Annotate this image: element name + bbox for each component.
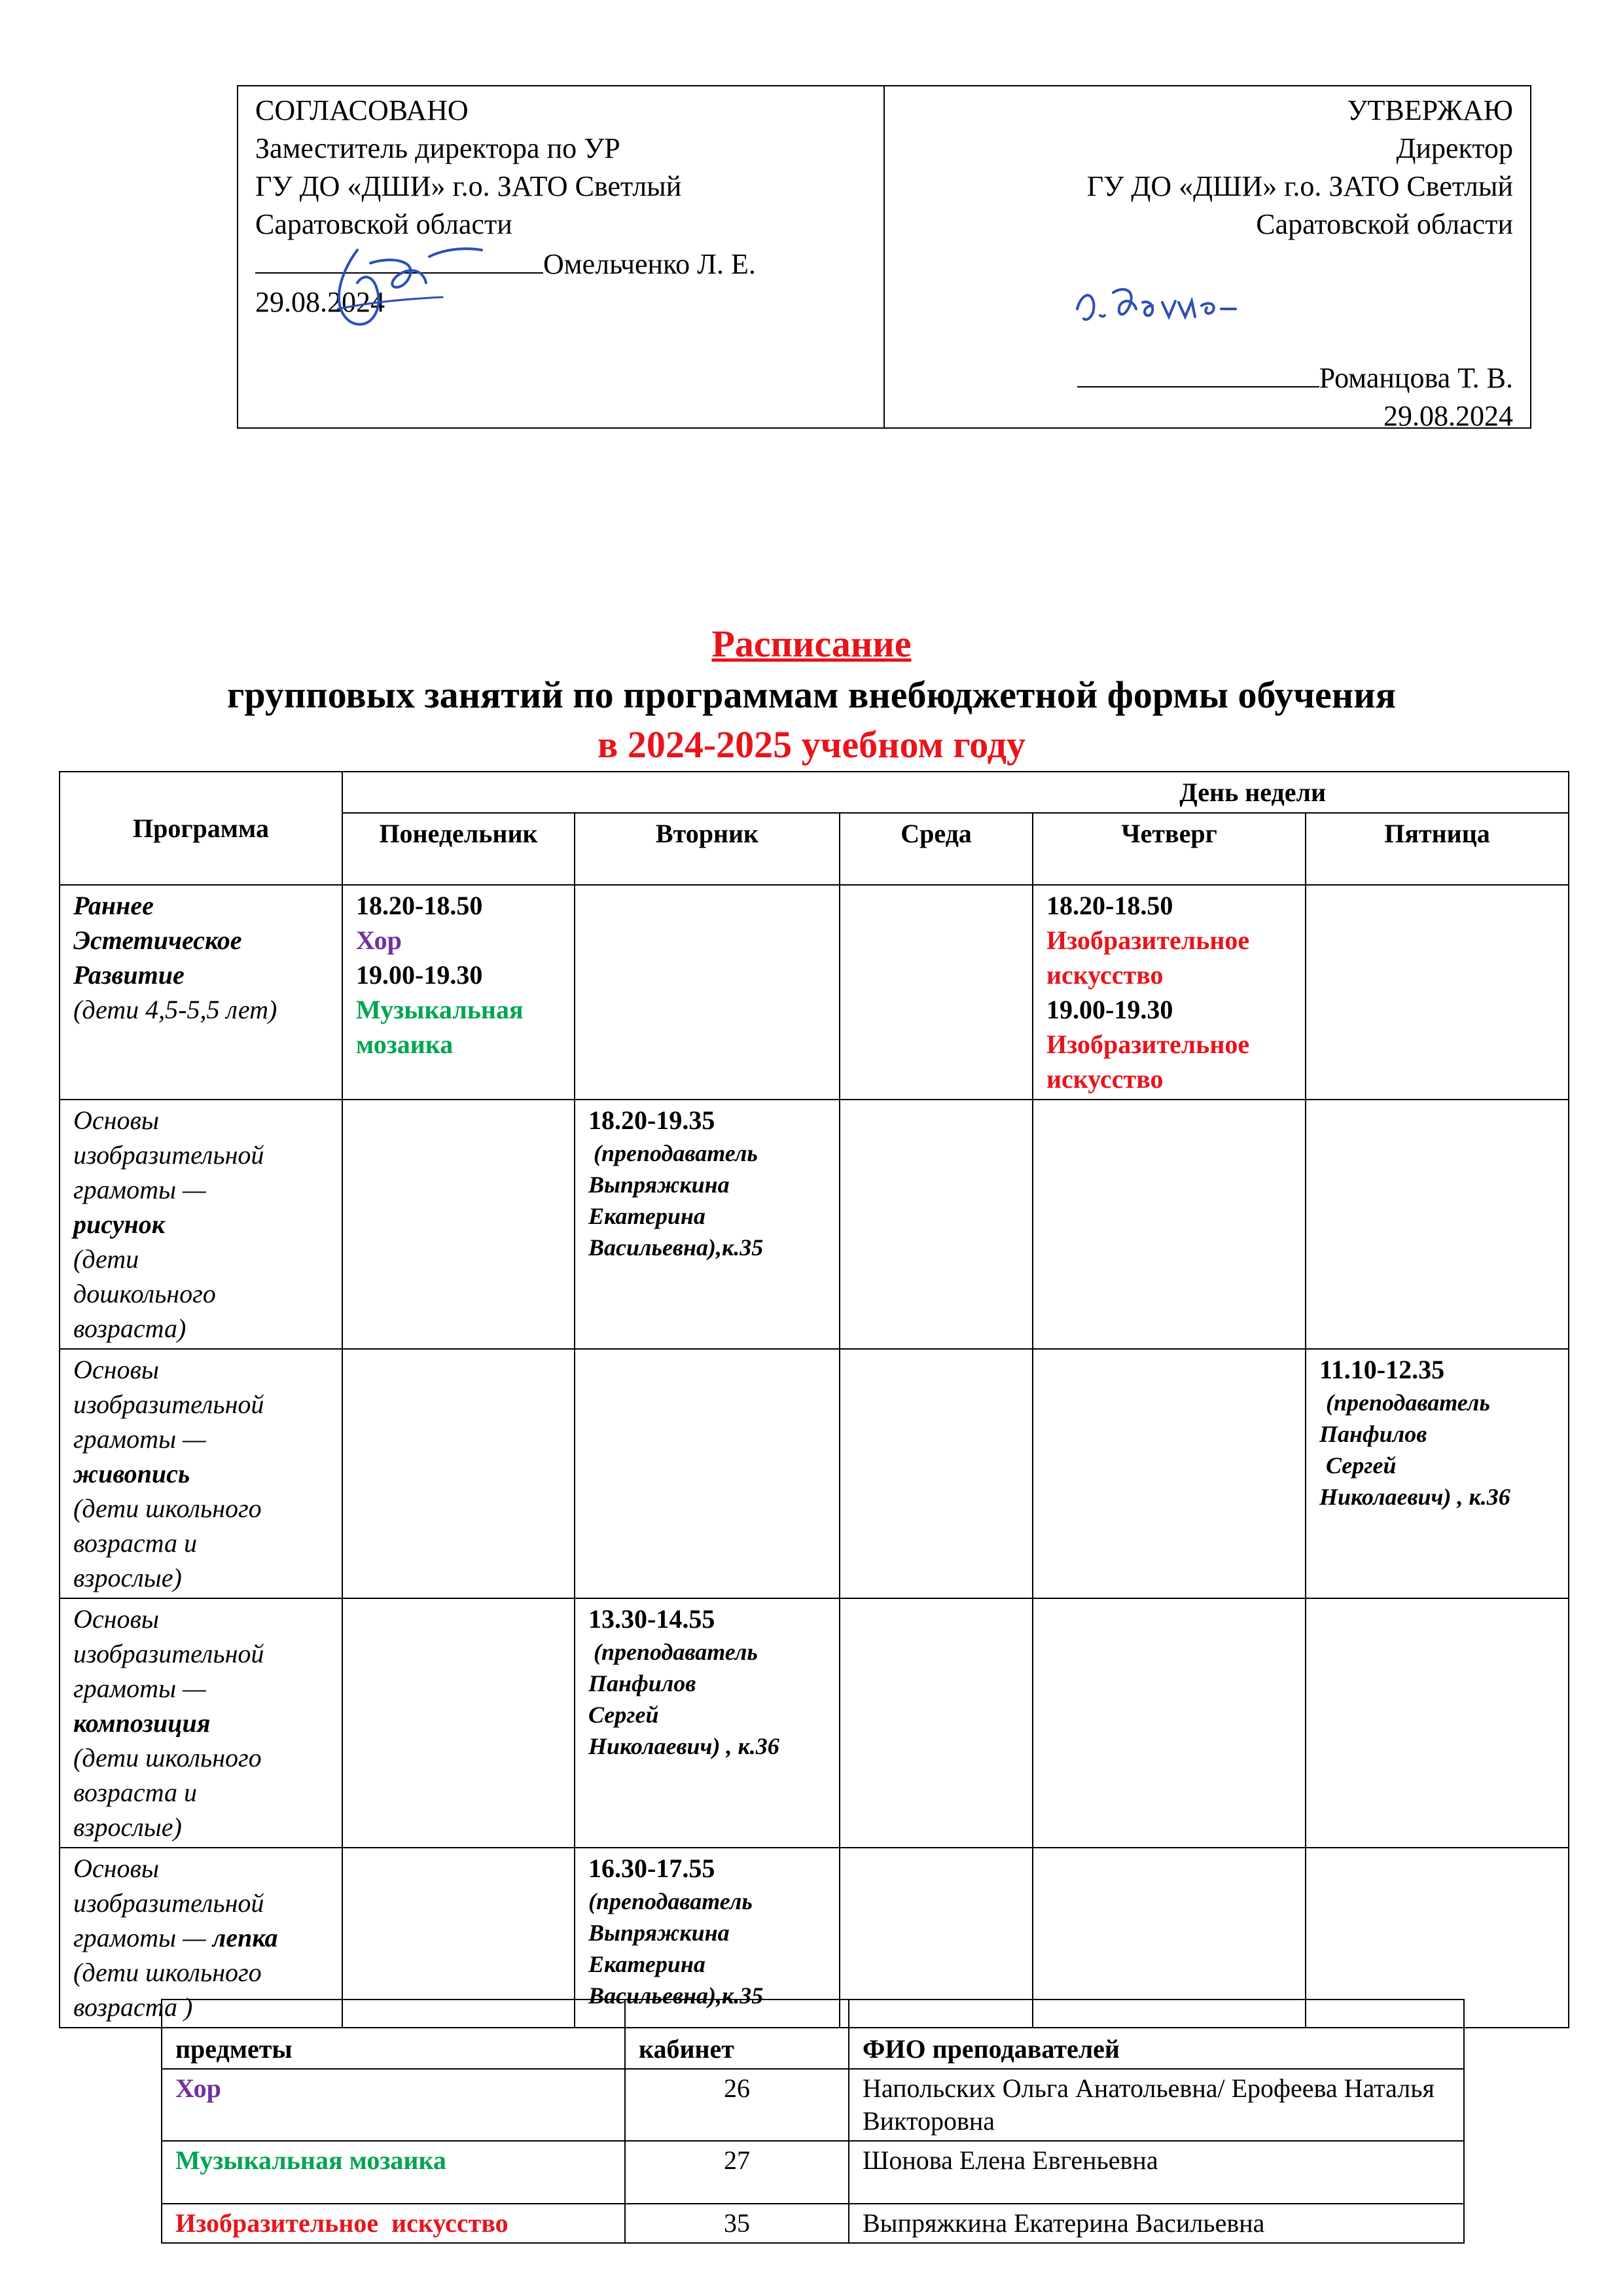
- friday-cell: 11.10-12.35 (преподаватель Панфилов Сергей Николаевич) , к.36: [1306, 1349, 1569, 1598]
- approved-org-line1: ГУ ДО «ДШИ» г.о. ЗАТО Светлый: [1086, 170, 1513, 202]
- legend-table: [161, 1999, 1465, 2244]
- thursday-cell: [1033, 1349, 1306, 1598]
- legend-header-room: кабинет: [625, 2000, 849, 2069]
- approved-org-line2: Саратовской области: [1256, 208, 1513, 240]
- schedule-table: [59, 771, 1569, 2028]
- program-cell: Основы изобразительной грамоты — рисунок (дети дошкольного возраста): [60, 1100, 342, 1349]
- agreed-org-line2: Саратовской области: [255, 208, 512, 240]
- thursday-cell: [1033, 1598, 1306, 1848]
- header-monday: Понедельник: [342, 813, 575, 885]
- approval-block: [237, 85, 1531, 432]
- table-row: [60, 1100, 1569, 1349]
- legend-subject: Музыкальная мозаика: [162, 2141, 625, 2204]
- approved-signature: [1064, 270, 1274, 342]
- header-friday: Пятница: [1306, 813, 1569, 885]
- legend-subject: Хор: [162, 2069, 625, 2141]
- header-program: Программа: [60, 772, 342, 885]
- legend-header-row: [162, 2000, 1464, 2069]
- tuesday-cell: 16.30-17.55 (преподаватель Выпряжкина Екатерина Васильевна),к.35: [575, 1848, 840, 2028]
- document-subtitle: групповых занятий по программам внебюджетной формы обучения: [226, 673, 1397, 716]
- agreed-org-line1: ГУ ДО «ДШИ» г.о. ЗАТО Светлый: [255, 170, 682, 202]
- approved-name: Романцова Т. В.: [1319, 362, 1513, 394]
- agreed-heading: СОГЛАСОВАНО: [255, 94, 469, 126]
- tuesday-cell: 18.20-19.35 (преподаватель Выпряжкина Екатерина Васильевна),к.35: [575, 1100, 840, 1349]
- approved-heading: УТВЕРЖАЮ: [1347, 94, 1513, 126]
- friday-cell: [1306, 1100, 1569, 1349]
- wednesday-cell: [840, 1349, 1033, 1598]
- friday-cell: [1306, 885, 1569, 1100]
- header-weekday: День недели: [342, 772, 1569, 813]
- table-row: [60, 1349, 1569, 1598]
- tuesday-cell: [575, 885, 840, 1100]
- monday-cell: [342, 1100, 575, 1349]
- document-year: в 2024-2025 учебном году: [597, 723, 1026, 766]
- legend-row: [162, 2069, 1464, 2141]
- monday-cell: 18.20-18.50 Хор 19.00-19.30 Музыкальная мозаика: [342, 885, 575, 1100]
- friday-cell: [1306, 1598, 1569, 1848]
- monday-cell: [342, 1349, 575, 1598]
- approved-date: 29.08.2024: [1383, 400, 1513, 432]
- header-tuesday: Вторник: [575, 813, 840, 885]
- program-cell: Основы изобразительной грамоты — лепка (дети школьного возраста ): [60, 1848, 342, 2028]
- table-row: [60, 1598, 1569, 1848]
- header-thursday: Четверг: [1033, 813, 1306, 885]
- wednesday-cell: [840, 1100, 1033, 1349]
- legend-teacher: Шонова Елена Евгеньевна: [849, 2141, 1464, 2204]
- thursday-cell: 18.20-18.50 Изобразительное искусство 19.00-19.30 Изобразительное искусство: [1033, 885, 1306, 1100]
- approval-divider: [883, 86, 885, 427]
- program-cell: Основы изобразительной грамоты — живопись (дети школьного возраста и взрослые): [60, 1349, 342, 1598]
- legend-subject: Изобразительное искусство: [162, 2204, 625, 2243]
- program-cell: Основы изобразительной грамоты — композиция (дети школьного возраста и взрослые): [60, 1598, 342, 1848]
- legend-room: 35: [625, 2204, 849, 2243]
- tuesday-cell: [575, 1349, 840, 1598]
- legend-row: [162, 2204, 1464, 2243]
- thursday-cell: [1033, 1100, 1306, 1349]
- legend-row: [162, 2141, 1464, 2204]
- subject-izo: Изобразительное: [1046, 925, 1250, 955]
- agreed-name: Омельченко Л. Е.: [543, 248, 756, 280]
- subject-khor: Хор: [356, 925, 402, 955]
- approval-approved: [1077, 92, 1513, 435]
- agreed-signature: [312, 237, 508, 342]
- subject-muzykalnaya-mozaika: Музыкальная: [356, 995, 524, 1024]
- monday-cell: [342, 1598, 575, 1848]
- agreed-date: 29.08.2024: [255, 286, 385, 318]
- wednesday-cell: [840, 1598, 1033, 1848]
- legend-room: 26: [625, 2069, 849, 2141]
- agreed-position: Заместитель директора по УР: [255, 132, 620, 164]
- legend-header-subject: предметы: [162, 2000, 625, 2069]
- header-wednesday: Среда: [840, 813, 1033, 885]
- legend-teacher: Выпряжкина Екатерина Васильевна: [849, 2204, 1464, 2243]
- document-title: Расписание: [711, 622, 912, 665]
- approved-position: Директор: [1396, 132, 1513, 164]
- legend-header-teacher: ФИО преподавателей: [849, 2000, 1464, 2069]
- legend-room: 27: [625, 2141, 849, 2204]
- approved-signature-line: [1077, 357, 1513, 397]
- table-header-row: [60, 772, 1569, 813]
- legend-teacher: Напольских Ольга Анатольевна/ Ерофеева Наталья Викторовна: [849, 2069, 1464, 2141]
- wednesday-cell: [840, 885, 1033, 1100]
- table-row: [60, 885, 1569, 1100]
- tuesday-cell: 13.30-14.55 (преподаватель Панфилов Сергей Николаевич) , к.36: [575, 1598, 840, 1848]
- program-cell: Раннее Эстетическое Развитие (дети 4,5-5,5 лет): [60, 885, 342, 1100]
